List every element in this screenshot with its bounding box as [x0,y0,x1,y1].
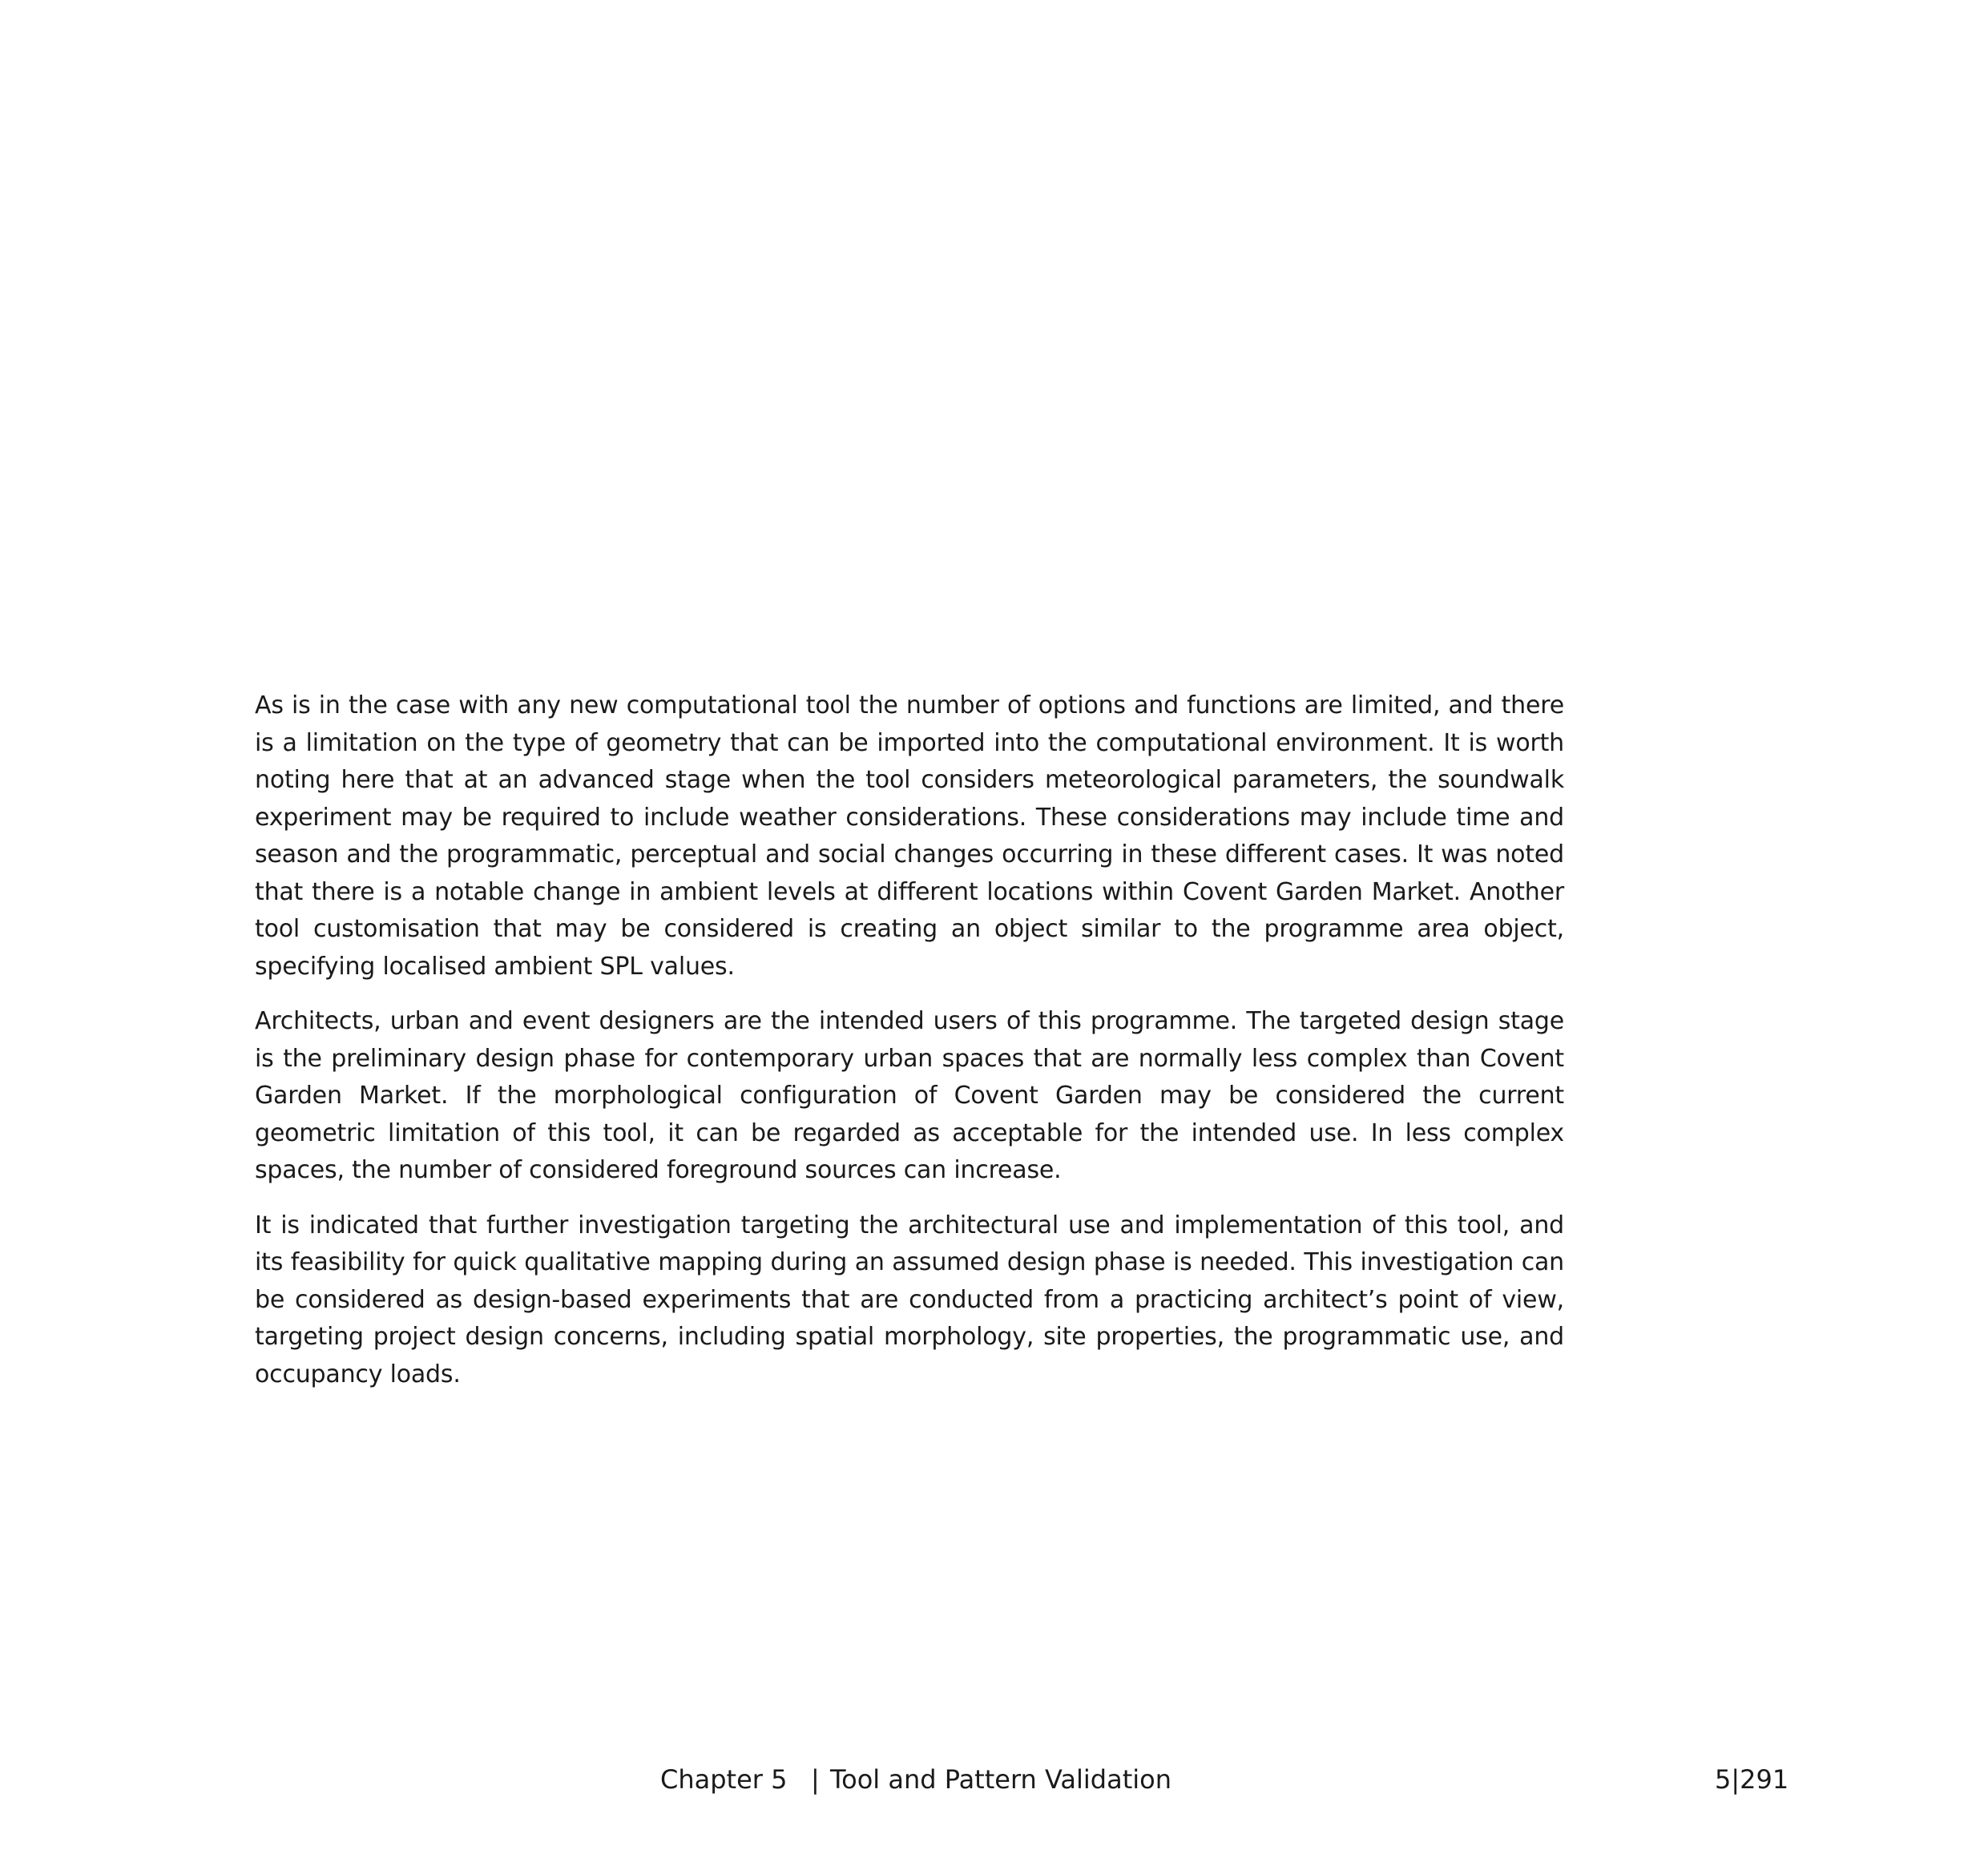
page-number: 5|291 [1715,1764,1789,1795]
paragraph-3: It is indicated that further investigation targeting the architectural use and implementation of this tool, and its feasibility for quick qualitative mapping during an assumed design phase is needed. This investigation can be considered as design-based experiments that are conducted from a practicing architect’s point of view, targeting project design concerns, including spatial morphology, site properties, the programmatic use, and occupancy loads. [255,1211,1564,1388]
footer-section-title: Tool and Pattern Validation [830,1764,1172,1795]
paragraph-1: As is in the case with any new computational tool the number of options and functions are limited, and there is a limitation on the type of geometry that can be imported into the computational environment. It is worth noting here that at an advanced stage when the tool considers meteorological parameters, the soundwalk experiment may be required to include weather considerations. These considerations may include time and season and the programmatic, perceptual and social changes occurring in these different cases. It was noted that there is a notable change in ambient levels at different locations within Covent Garden Market. Another tool customisation that may be considered is creating an object similar to the programme area object, specifying localised ambient SPL values. [255,691,1564,981]
footer-chapter: Chapter 5 [660,1764,788,1795]
paragraph-2: Architects, urban and event designers are the intended users of this programme. The targeted design stage is the preliminary design phase for contemporary urban spaces that are normally less complex than Covent Garden Market. If the morphological configuration of Covent Garden may be considered the current geometric limitation of this tool, it can be regarded as acceptable for the intended use. In less complex spaces, the number of considered foreground sources can increase. [255,1007,1564,1184]
footer-separator: | [811,1764,820,1795]
page-footer [0,1759,1988,1799]
body-text [255,687,1564,1411]
